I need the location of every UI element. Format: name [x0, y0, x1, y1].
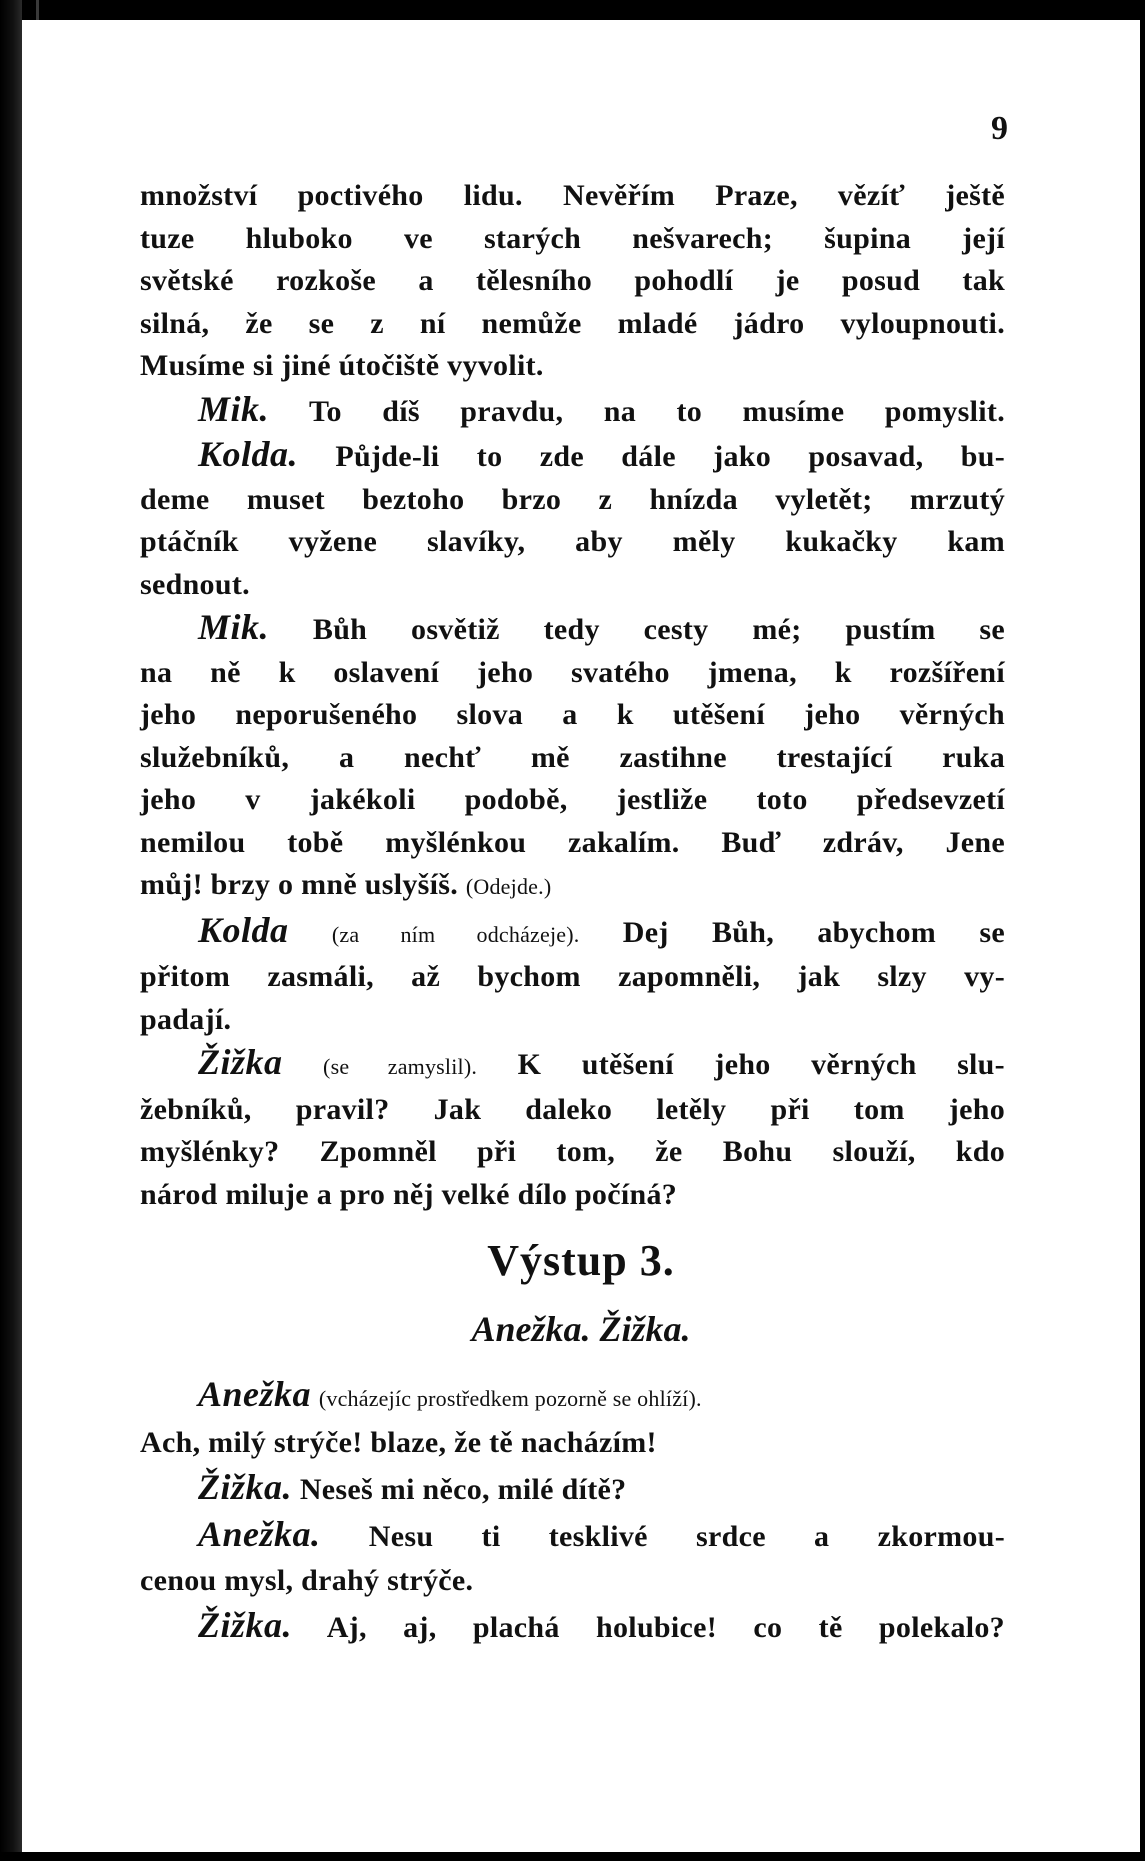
stage-direction: (Odejde.)	[465, 874, 552, 899]
text-line: na ně k oslavení jeho svatého jmena, k rozšíření	[140, 655, 1005, 689]
text-line: silná, že se z ní nemůže mladé jádro vyloupnouti.	[140, 306, 1005, 340]
speaker-name: Žižka.	[198, 1467, 293, 1507]
scan-border-top	[0, 0, 1145, 20]
speech-line: Žižka. Neseš mi něco, milé dítě?	[198, 1467, 627, 1507]
text-line: jeho v jakékoli podobě, jestliže toto předsevzetí	[140, 783, 1005, 816]
text-line: nemilou tobě myšlénkou zakalím. Buď zdráv, Jene	[140, 825, 1005, 859]
text-line: deme muset beztoho brzo z hnízda vyletět; mrzutý	[140, 482, 1005, 516]
speaker-name: Mik.	[198, 607, 270, 647]
speech-line: Žižka. Aj, aj, plachá holubice! co tě polekalo?	[198, 1605, 1005, 1645]
speaker-name: Anežka.	[198, 1514, 321, 1554]
book-page	[22, 20, 1140, 1852]
text-line: služebníků, a nechť mě zastihne trestající ruka	[140, 740, 1005, 774]
scan-border-bottom	[0, 1852, 1145, 1861]
speaker-name: Kolda.	[198, 434, 299, 474]
text-line: myšlénky? Zpomněl při tom, že Bohu slouží, kdo	[140, 1135, 1005, 1168]
cast-list: Anežka. Žižka.	[471, 1309, 691, 1349]
text-line: sednout.	[140, 567, 250, 601]
page-number: 9	[991, 110, 1008, 147]
stage-direction: (vcházejíc prostředkem pozorně se ohlíží).	[318, 1386, 702, 1411]
speech-line: Kolda. Půjde-li to zde dále jako posavad, bu-	[198, 434, 1005, 474]
stage-direction: (za ním odcházeje).	[331, 921, 580, 947]
speaker-name: Mik.	[198, 388, 270, 429]
dialogue-block-2	[140, 1372, 1005, 1650]
speech-line: Žižka (se zamyslil). K utěšení jeho věrných slu-	[198, 1042, 1005, 1082]
text-line: Musíme si jiné útočiště vyvolit.	[140, 349, 544, 382]
speaker-name: Anežka	[198, 1374, 312, 1414]
stage-direction: (se zamyslil).	[323, 1054, 478, 1079]
scene-heading	[22, 1235, 1140, 1350]
speech-line: Mik. Bůh osvětiž tedy cesty mé; pustím se	[198, 607, 1005, 647]
speech-line: Mik. To díš pravdu, na to musíme pomyslit.	[198, 388, 1005, 429]
speaker-name: Žižka.	[198, 1605, 293, 1645]
text-line: můj! brzy o mně uslyšíš. (Odejde.)	[140, 868, 552, 901]
scene-title: Výstup 3.	[487, 1236, 675, 1285]
text-line: Ach, milý strýče! blaze, že tě nacházím!	[140, 1426, 657, 1459]
speech-line	[140, 1372, 1005, 1421]
text-line: množství poctivého lidu. Nevěřím Praze, vězíť ještě	[140, 179, 1005, 212]
text-line: tuze hluboko ve starých nešvarech; šupina její	[140, 221, 1005, 255]
text-line: přitom zasmáli, až bychom zapomněli, jak slzy vy-	[140, 960, 1005, 993]
speaker-name: Žižka	[198, 1042, 283, 1082]
dialogue-block-1	[140, 175, 1005, 1216]
speech-line: Anežka. Nesu ti tesklivé srdce a zkormou-	[198, 1514, 1005, 1554]
text-line: jeho neporušeného slova a k utěšení jeho věrných	[140, 698, 1005, 731]
speech-line: Kolda (za ním odcházeje). Dej Bůh, abychom se	[198, 909, 1005, 950]
text-line: národ miluje a pro něj velké dílo počíná?	[140, 1177, 678, 1211]
text-line: světské rozkoše a tělesního pohodlí je posud tak	[140, 264, 1005, 297]
speaker-name: Kolda	[198, 909, 289, 950]
text-line: žebníků, pravil? Jak daleko letěly při tom jeho	[140, 1092, 1005, 1126]
text-line: cenou mysl, drahý strýče.	[140, 1564, 474, 1597]
text-line: padají.	[140, 1002, 232, 1036]
scan-border-left	[0, 0, 22, 1861]
text-line: ptáčník vyžene slavíky, aby měly kukačky kam	[140, 525, 1005, 558]
